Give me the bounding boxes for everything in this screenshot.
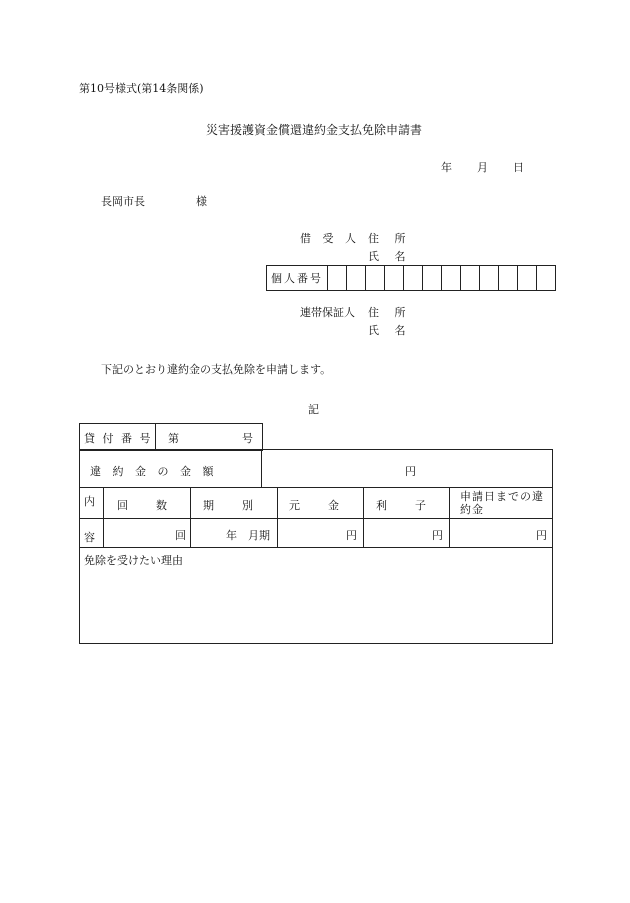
breakdown-label-1: 内 xyxy=(84,495,95,508)
my-number-grid xyxy=(266,265,556,291)
col-header-penalty: 申請日までの違約金 xyxy=(460,490,544,516)
cell-count[interactable]: 回 xyxy=(175,529,186,542)
loan-number-suffix: 号 xyxy=(242,432,253,445)
breakdown-label-2: 容 xyxy=(84,531,95,544)
my-number-digit[interactable] xyxy=(404,266,423,291)
guarantor-role: 連帯保証人 xyxy=(300,306,355,319)
my-number-digit[interactable] xyxy=(423,266,442,291)
my-number-digit[interactable] xyxy=(518,266,537,291)
col-header-period: 期 別 xyxy=(203,499,255,512)
loan-number-prefix: 第 xyxy=(168,432,179,445)
my-number-digit[interactable] xyxy=(442,266,461,291)
col-header-count: 回 数 xyxy=(117,499,169,512)
my-number-label: 個人番号 xyxy=(267,266,328,291)
date-month: 月 xyxy=(477,161,488,174)
loan-number-label: 貸 付 番 号 xyxy=(84,432,153,445)
col-header-principal: 元 金 xyxy=(289,499,341,512)
statement: 下記のとおり違約金の支払免除を申請します。 xyxy=(101,363,332,376)
my-number-digit[interactable] xyxy=(461,266,480,291)
ki-mark: 記 xyxy=(308,403,319,416)
date-day: 日 xyxy=(513,161,524,174)
my-number-digit[interactable] xyxy=(347,266,366,291)
penalty-amount-label: 違 約 金 の 金 額 xyxy=(90,465,218,478)
addressee-name: 長岡市長 xyxy=(101,195,145,208)
my-number-digit[interactable] xyxy=(366,266,385,291)
borrower-address-label: 住 所 xyxy=(368,232,412,245)
reason-label: 免除を受けたい理由 xyxy=(84,554,183,567)
date-year: 年 xyxy=(441,161,452,174)
cell-principal-yen[interactable]: 円 xyxy=(346,529,357,542)
form-number: 第10号様式(第14条関係) xyxy=(79,82,204,95)
my-number-digit[interactable] xyxy=(480,266,499,291)
reason-input[interactable] xyxy=(82,568,548,638)
borrower-name-label: 氏 名 xyxy=(368,250,412,263)
penalty-amount-yen: 円 xyxy=(405,465,416,478)
col-header-interest: 利 子 xyxy=(376,499,428,512)
borrower-role: 借 受 人 xyxy=(300,232,360,245)
cell-interest-yen[interactable]: 円 xyxy=(432,529,443,542)
document-title: 災害援護資金償還違約金支払免除申請書 xyxy=(206,123,423,137)
addressee-honorific: 様 xyxy=(196,195,207,208)
my-number-digit[interactable] xyxy=(328,266,347,291)
my-number-digit[interactable] xyxy=(499,266,518,291)
my-number-digit[interactable] xyxy=(385,266,404,291)
cell-period[interactable]: 年 月期 xyxy=(226,529,270,542)
loan-number-input[interactable] xyxy=(182,426,237,446)
guarantor-name-label: 氏 名 xyxy=(368,324,412,337)
cell-penalty-yen[interactable]: 円 xyxy=(536,529,547,542)
guarantor-address-label: 住 所 xyxy=(368,306,412,319)
my-number-digit[interactable] xyxy=(537,266,556,291)
